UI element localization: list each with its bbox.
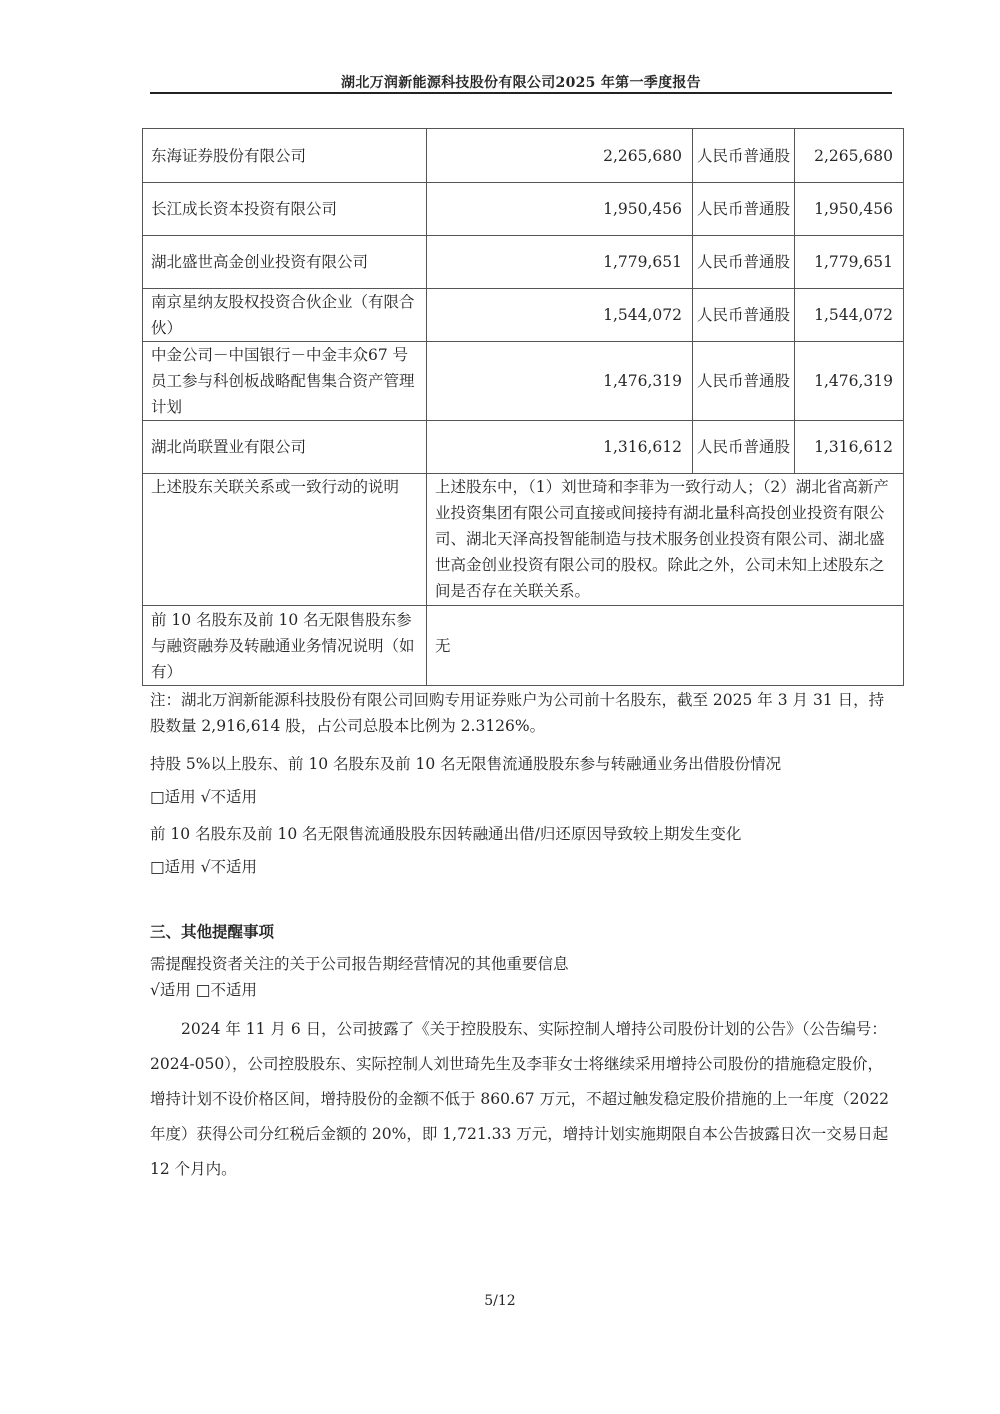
share-class: 人民币普通股 — [693, 129, 795, 183]
table-row — [143, 342, 904, 421]
section-options: √适用 □不适用 — [150, 981, 257, 999]
report-header-title: 湖北万润新能源科技股份有限公司2025 年第一季度报告 — [341, 75, 701, 91]
class-shares: 1,544,072 — [795, 289, 904, 342]
relation-text: 上述股东中，（1）刘世琦和李菲为一致行动人；（2）湖北省高新产业投资集团有限公司直接或间接持有湖北量科高投创业投资有限公司、湖北天泽高投智能制造与技术服务创业投资有限公司、湖北盛世高金创业投资有限公司的股权。除此之外，公司未知上述股东之间是否存在关联关系。 — [427, 474, 904, 606]
shareholder-name: 长江成长资本投资有限公司 — [143, 183, 427, 236]
shareholder-name: 南京星纳友股权投资合伙企业（有限合伙） — [143, 289, 427, 342]
change-options: □适用 √不适用 — [150, 858, 257, 876]
class-shares: 2,265,680 — [795, 129, 904, 183]
class-shares: 1,316,612 — [795, 421, 904, 474]
relation-label: 上述股东关联关系或一致行动的说明 — [143, 474, 427, 606]
table-row — [143, 183, 904, 236]
relation-row — [143, 474, 904, 606]
lending-title: 持股 5%以上股东、前 10 名股东及前 10 名无限售流通股股东参与转融通业务出借股份情况 — [150, 755, 782, 773]
share-class: 人民币普通股 — [693, 236, 795, 289]
table-row — [143, 129, 904, 183]
share-class: 人民币普通股 — [693, 183, 795, 236]
class-shares: 1,950,456 — [795, 183, 904, 236]
shares-held: 1,950,456 — [427, 183, 693, 236]
shares-held: 1,476,319 — [427, 342, 693, 421]
margin-trading-label: 前 10 名股东及前 10 名无限售股东参与融资融券及转融通业务情况说明（如有） — [143, 606, 427, 686]
shares-held: 1,544,072 — [427, 289, 693, 342]
page-number: 5/12 — [484, 1293, 516, 1309]
share-class: 人民币普通股 — [693, 289, 795, 342]
shareholder-name: 湖北盛世高金创业投资有限公司 — [143, 236, 427, 289]
margin-trading-text: 无 — [427, 606, 904, 686]
shares-held: 1,779,651 — [427, 236, 693, 289]
section-subtitle: 需提醒投资者关注的关于公司报告期经营情况的其他重要信息 — [150, 955, 569, 973]
class-shares: 1,476,319 — [795, 342, 904, 421]
section-body: 2024 年 11 月 6 日，公司披露了《关于控股股东、实际控制人增持公司股份计划的公告》（公告编号：2024-050），公司控股股东、实际控制人刘世琦先生及李菲女士将继续采用增持公司股份的措施稳定股价，增持计划不设价格区间，增持股份的金额不低于 860.67 万元，不超过触发稳定股价措施的上一年度（2022 年度）获得公司分红税后金额的 20%，即 1,721.33 万元，增持计划实施期限自本公告披露日次一交易日起 12 个月内。 — [150, 1020, 890, 1178]
change-title: 前 10 名股东及前 10 名无限售流通股股东因转融通出借/归还原因导致较上期发生变化 — [150, 825, 742, 843]
shareholder-name: 中金公司－中国银行－中金丰众67 号员工参与科创板战略配售集合资产管理计划 — [143, 342, 427, 421]
share-class: 人民币普通股 — [693, 421, 795, 474]
section-title: 三、其他提醒事项 — [150, 922, 275, 941]
class-shares: 1,779,651 — [795, 236, 904, 289]
table-row — [143, 421, 904, 474]
margin-trading-row — [143, 606, 904, 686]
shareholder-table — [142, 128, 904, 686]
table-row — [143, 236, 904, 289]
table-row — [143, 289, 904, 342]
shares-held: 1,316,612 — [427, 421, 693, 474]
share-class: 人民币普通股 — [693, 342, 795, 421]
lending-options: □适用 √不适用 — [150, 788, 257, 806]
shareholder-name: 东海证券股份有限公司 — [143, 129, 427, 183]
header-rule — [150, 92, 892, 94]
shareholder-name: 湖北尚联置业有限公司 — [143, 421, 427, 474]
shares-held: 2,265,680 — [427, 129, 693, 183]
repurchase-note: 注：湖北万润新能源科技股份有限公司回购专用证券账户为公司前十名股东，截至 2025 年 3 月 31 日，持股数量 2,916,614 股，占公司总股本比例为 2.3126%。 — [150, 691, 885, 735]
